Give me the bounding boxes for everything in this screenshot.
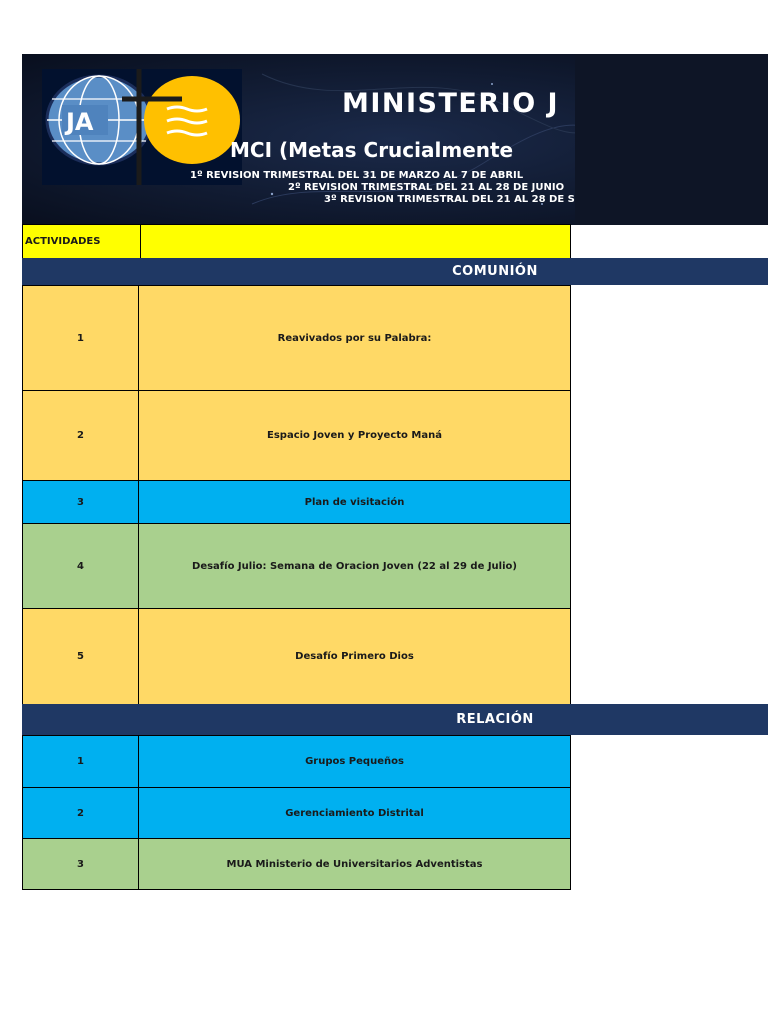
activities-header-row	[23, 225, 571, 259]
row-label: MUA Ministerio de Universitarios Adventistas	[139, 839, 571, 890]
row-number: 1	[23, 736, 139, 788]
section-header-comunion	[22, 258, 768, 285]
row-number: 3	[23, 481, 139, 524]
row-number: 4	[23, 524, 139, 609]
ministry-title: MINISTERIO J	[342, 88, 560, 119]
row-label: Espacio Joven y Proyecto Maná	[139, 391, 571, 481]
revision-line-3: 3º REVISION TRIMESTRAL DEL 21 AL 28 DE S	[324, 194, 575, 205]
row-label: Desafío Julio: Semana de Oracion Joven (22 al 29 de Julio)	[139, 524, 571, 609]
row-label: Gerenciamiento Distrital	[139, 788, 571, 839]
revision-line-2: 2º REVISION TRIMESTRAL DEL 21 AL 28 DE JUNIO	[288, 182, 565, 193]
row-number: 2	[23, 391, 139, 481]
table-row	[23, 481, 571, 524]
row-number: 1	[23, 286, 139, 391]
row-label: Plan de visitación	[139, 481, 571, 524]
table-row	[23, 839, 571, 890]
mci-subtitle: MCI (Metas Crucialmente	[230, 138, 514, 162]
activities-header-blank	[141, 225, 571, 259]
relacion-table	[22, 735, 571, 890]
comunion-table	[22, 285, 571, 705]
table-row	[23, 391, 571, 481]
table-row	[23, 609, 571, 705]
row-label: Reavivados por su Palabra:	[139, 286, 571, 391]
table-row	[23, 736, 571, 788]
row-number: 2	[23, 788, 139, 839]
section-title: COMUNIÓN	[452, 264, 538, 279]
section-title: RELACIÓN	[456, 712, 534, 727]
revision-line-1: 1º REVISION TRIMESTRAL DEL 31 DE MARZO AL 7 DE ABRIL	[190, 170, 524, 181]
ja-logo	[42, 69, 242, 185]
banner-cropped-area	[575, 54, 768, 225]
ja-logo-icon	[42, 69, 242, 185]
activities-header-table	[22, 224, 571, 259]
row-number: 5	[23, 609, 139, 705]
table-row	[23, 524, 571, 609]
row-label: Grupos Pequeños	[139, 736, 571, 788]
logo-text: JA	[66, 108, 94, 136]
table-row	[23, 788, 571, 839]
table-row	[23, 286, 571, 391]
section-header-relacion	[22, 704, 768, 735]
row-number: 3	[23, 839, 139, 890]
row-label: Desafío Primero Dios	[139, 609, 571, 705]
header-banner	[22, 54, 768, 225]
activities-header-label: ACTIVIDADES	[23, 225, 141, 259]
